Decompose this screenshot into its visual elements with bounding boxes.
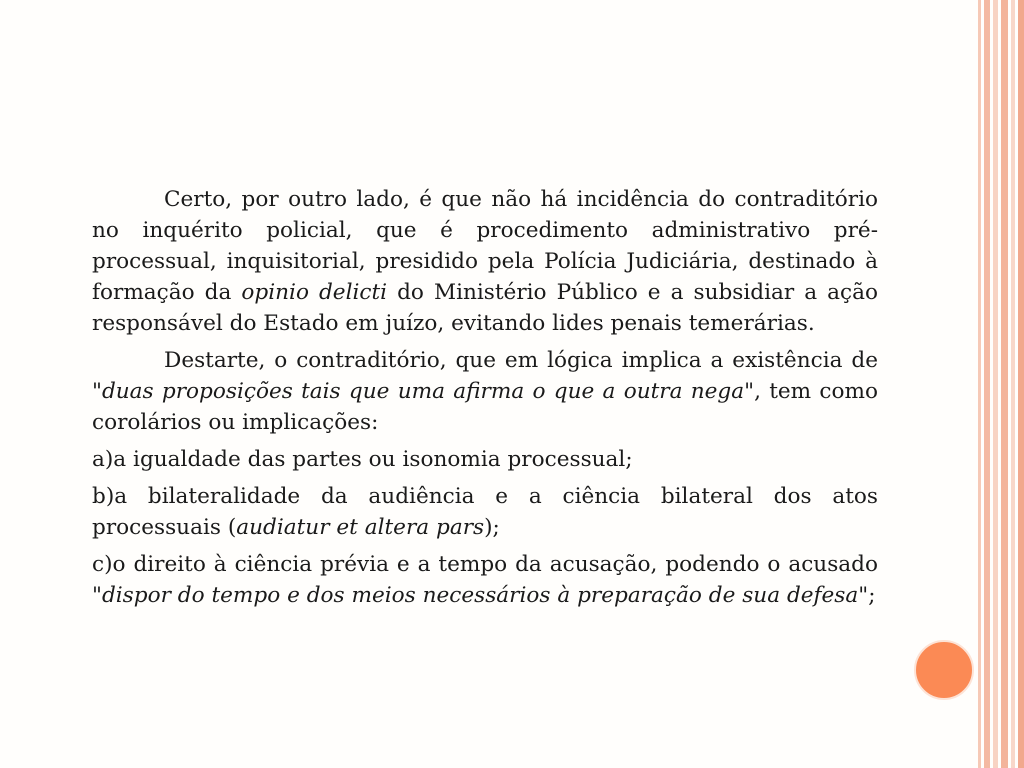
text-segment: Destarte, o contraditório, que em lógica implica a existência de " [92,348,878,404]
text-segment: do Ministério Público e a subsidiar a ação responsável do Estado em juízo, evitando lides penais temerárias. [92,280,879,336]
decorative-circle [914,640,974,700]
text-segment: "; [858,583,876,608]
text-segment-italic: opinio delicti [241,280,388,305]
paragraph-contraditorio-inquerito [92,184,878,339]
text-segment: Certo, por outro lado, é que não há incidência do contraditório no inquérito policial, que é procedimento administrativo pré-processual, inquisitorial, presidido pela Polícia Judiciária, destinado à formação da [92,187,878,305]
text-segment: b)a bilateralidade da audiência e a ciência bilateral dos atos processuais ( [92,484,878,540]
text-segment: ", tem como corolários ou implicações: [92,379,878,435]
decorative-stripe [1018,0,1024,768]
decorative-stripe [993,0,998,768]
decorative-stripe [1001,0,1008,768]
list-item-c [92,549,878,611]
decorative-stripe [984,0,990,768]
decorative-stripe [1011,0,1015,768]
decorative-stripe [978,0,981,768]
slide-body-text [92,184,878,617]
text-segment-italic: duas proposições tais que uma afirma o que a outra nega [101,379,745,404]
list-item-a [92,444,878,475]
text-segment-italic: audiatur et altera pars [236,515,485,540]
paragraph-destarte [92,345,878,438]
text-segment: a)a igualdade das partes ou isonomia processual; [92,447,633,472]
text-segment: ); [484,515,500,540]
text-segment-italic: dispor do tempo e dos meios necessários à preparação de sua defesa [101,583,859,608]
text-segment: c)o direito à ciência prévia e a tempo da acusação, podendo o acusado " [92,552,878,608]
list-item-b [92,481,878,543]
